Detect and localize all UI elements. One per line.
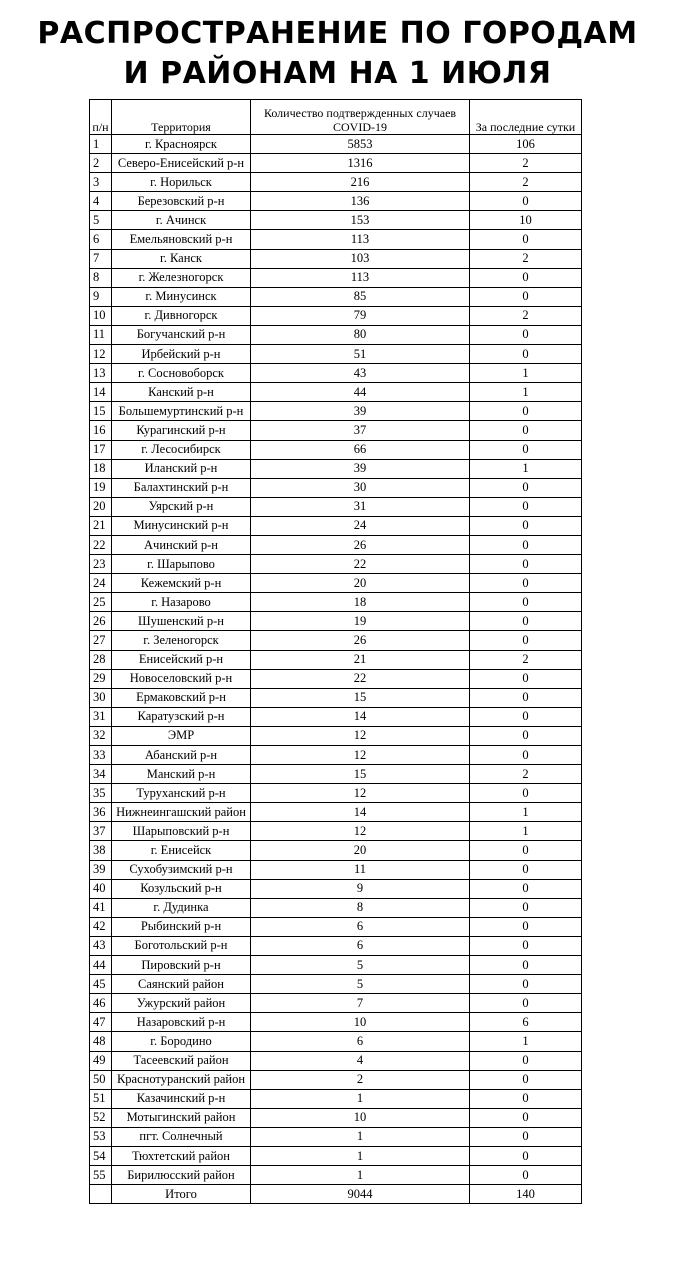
row-territory-cell: г. Назарово — [112, 593, 251, 612]
table-row — [90, 1032, 582, 1051]
row-last-day-cell: 0 — [470, 287, 582, 306]
row-cases-cell: 39 — [251, 402, 470, 421]
row-last-day-cell: 0 — [470, 669, 582, 688]
row-territory-cell: г. Минусинск — [112, 287, 251, 306]
table-row — [90, 917, 582, 936]
row-cases-cell: 21 — [251, 650, 470, 669]
row-cases-cell: 1 — [251, 1166, 470, 1185]
table-row — [90, 975, 582, 994]
row-last-day-cell: 0 — [470, 574, 582, 593]
row-last-day-cell: 0 — [470, 975, 582, 994]
row-cases-cell: 24 — [251, 516, 470, 535]
row-last-day-cell: 0 — [470, 1070, 582, 1089]
row-num-cell: 19 — [90, 478, 112, 497]
row-last-day-cell: 1 — [470, 383, 582, 402]
row-last-day-cell: 0 — [470, 1166, 582, 1185]
row-cases-cell: 4 — [251, 1051, 470, 1070]
row-cases-cell: 8 — [251, 898, 470, 917]
row-last-day-cell: 0 — [470, 612, 582, 631]
row-territory-cell: Емельяновский р-н — [112, 230, 251, 249]
table-row — [90, 746, 582, 765]
table-row — [90, 1108, 582, 1127]
row-last-day-cell: 0 — [470, 1146, 582, 1165]
table-row — [90, 1127, 582, 1146]
row-num-cell: 20 — [90, 497, 112, 516]
table-row — [90, 822, 582, 841]
table-row — [90, 803, 582, 822]
row-cases-cell: 30 — [251, 478, 470, 497]
title-line-2: И РАЙОНАМ НА 1 ИЮЛЯ — [123, 56, 552, 91]
total-cases: 9044 — [251, 1185, 470, 1204]
table-row — [90, 402, 582, 421]
row-last-day-cell: 0 — [470, 1089, 582, 1108]
row-territory-cell: ЭМР — [112, 726, 251, 745]
row-cases-cell: 14 — [251, 803, 470, 822]
row-territory-cell: Ачинский р-н — [112, 535, 251, 554]
row-num-cell: 10 — [90, 306, 112, 325]
row-num-cell: 21 — [90, 516, 112, 535]
table-row — [90, 173, 582, 192]
row-cases-cell: 22 — [251, 555, 470, 574]
table-row — [90, 421, 582, 440]
row-num-cell: 15 — [90, 402, 112, 421]
row-cases-cell: 26 — [251, 535, 470, 554]
row-territory-cell: Боготольский р-н — [112, 936, 251, 955]
row-territory-cell: Тасеевский район — [112, 1051, 251, 1070]
row-territory-cell: Манский р-н — [112, 765, 251, 784]
row-num-cell: 39 — [90, 860, 112, 879]
table-row — [90, 898, 582, 917]
row-num-cell: 38 — [90, 841, 112, 860]
table-row — [90, 497, 582, 516]
table-row — [90, 287, 582, 306]
row-cases-cell: 19 — [251, 612, 470, 631]
table-row — [90, 1166, 582, 1185]
row-num-cell: 51 — [90, 1089, 112, 1108]
table-row — [90, 306, 582, 325]
row-last-day-cell: 2 — [470, 765, 582, 784]
row-territory-cell: Уярский р-н — [112, 497, 251, 516]
row-cases-cell: 14 — [251, 707, 470, 726]
row-territory-cell: Казачинский р-н — [112, 1089, 251, 1108]
row-territory-cell: Краснотуранский район — [112, 1070, 251, 1089]
row-cases-cell: 12 — [251, 784, 470, 803]
row-cases-cell: 20 — [251, 574, 470, 593]
table-row — [90, 268, 582, 287]
table-row — [90, 956, 582, 975]
row-territory-cell: Мотыгинский район — [112, 1108, 251, 1127]
row-territory-cell: Нижнеингашский район — [112, 803, 251, 822]
row-territory-cell: Ермаковский р-н — [112, 688, 251, 707]
table-row — [90, 1051, 582, 1070]
row-cases-cell: 80 — [251, 325, 470, 344]
row-territory-cell: Козульский р-н — [112, 879, 251, 898]
row-last-day-cell: 0 — [470, 478, 582, 497]
row-last-day-cell: 0 — [470, 841, 582, 860]
row-num-cell: 42 — [90, 917, 112, 936]
table-row — [90, 364, 582, 383]
row-territory-cell: Северо-Енисейский р-н — [112, 154, 251, 173]
row-territory-cell: Канский р-н — [112, 383, 251, 402]
row-num-cell: 22 — [90, 535, 112, 554]
row-last-day-cell: 0 — [470, 1051, 582, 1070]
row-cases-cell: 5 — [251, 956, 470, 975]
row-territory-cell: Новоселовский р-н — [112, 669, 251, 688]
row-cases-cell: 6 — [251, 1032, 470, 1051]
table-row — [90, 440, 582, 459]
row-last-day-cell: 2 — [470, 154, 582, 173]
row-cases-cell: 5853 — [251, 135, 470, 154]
row-territory-cell: Балахтинский р-н — [112, 478, 251, 497]
row-last-day-cell: 0 — [470, 746, 582, 765]
row-cases-cell: 51 — [251, 345, 470, 364]
row-last-day-cell: 0 — [470, 593, 582, 612]
row-num-cell: 32 — [90, 726, 112, 745]
row-cases-cell: 113 — [251, 230, 470, 249]
table-row — [90, 535, 582, 554]
row-territory-cell: г. Железногорск — [112, 268, 251, 287]
table-row — [90, 325, 582, 344]
table-row — [90, 1070, 582, 1089]
row-last-day-cell: 10 — [470, 211, 582, 230]
row-cases-cell: 1316 — [251, 154, 470, 173]
table-row — [90, 478, 582, 497]
row-cases-cell: 10 — [251, 1013, 470, 1032]
page-title — [0, 14, 675, 94]
row-num-cell: 47 — [90, 1013, 112, 1032]
row-num-cell: 43 — [90, 936, 112, 955]
row-cases-cell: 103 — [251, 249, 470, 268]
row-num-cell: 24 — [90, 574, 112, 593]
table-row — [90, 841, 582, 860]
row-last-day-cell: 2 — [470, 306, 582, 325]
row-territory-cell: Минусинский р-н — [112, 516, 251, 535]
row-cases-cell: 1 — [251, 1146, 470, 1165]
table-row — [90, 230, 582, 249]
row-territory-cell: г. Дивногорск — [112, 306, 251, 325]
total-last-day: 140 — [470, 1185, 582, 1204]
table-row — [90, 994, 582, 1013]
row-num-cell: 9 — [90, 287, 112, 306]
row-territory-cell: г. Енисейск — [112, 841, 251, 860]
row-num-cell: 37 — [90, 822, 112, 841]
row-cases-cell: 37 — [251, 421, 470, 440]
row-num-cell: 11 — [90, 325, 112, 344]
row-territory-cell: г. Красноярск — [112, 135, 251, 154]
row-num-cell: 1 — [90, 135, 112, 154]
row-last-day-cell: 1 — [470, 822, 582, 841]
table-row — [90, 249, 582, 268]
table-row — [90, 516, 582, 535]
table-row — [90, 688, 582, 707]
table-row — [90, 1146, 582, 1165]
row-num-cell: 52 — [90, 1108, 112, 1127]
row-territory-cell: Большемуртинский р-н — [112, 402, 251, 421]
row-num-cell: 41 — [90, 898, 112, 917]
row-last-day-cell: 2 — [470, 249, 582, 268]
row-cases-cell: 39 — [251, 459, 470, 478]
row-territory-cell: Назаровский р-н — [112, 1013, 251, 1032]
row-num-cell: 13 — [90, 364, 112, 383]
row-territory-cell: Ирбейский р-н — [112, 345, 251, 364]
row-last-day-cell: 0 — [470, 440, 582, 459]
row-territory-cell: пгт. Солнечный — [112, 1127, 251, 1146]
row-territory-cell: Шушенский р-н — [112, 612, 251, 631]
row-cases-cell: 1 — [251, 1127, 470, 1146]
row-cases-cell: 15 — [251, 765, 470, 784]
row-territory-cell: Енисейский р-н — [112, 650, 251, 669]
row-num-cell: 50 — [90, 1070, 112, 1089]
row-cases-cell: 31 — [251, 497, 470, 516]
row-cases-cell: 7 — [251, 994, 470, 1013]
row-cases-cell: 6 — [251, 936, 470, 955]
row-territory-cell: Березовский р-н — [112, 192, 251, 211]
row-num-cell: 7 — [90, 249, 112, 268]
row-last-day-cell: 0 — [470, 516, 582, 535]
row-territory-cell: Абанский р-н — [112, 746, 251, 765]
row-territory-cell: Бирилюсский район — [112, 1166, 251, 1185]
row-territory-cell: Тюхтетский район — [112, 1146, 251, 1165]
table-row — [90, 707, 582, 726]
row-last-day-cell: 0 — [470, 421, 582, 440]
table-row — [90, 1089, 582, 1108]
row-territory-cell: г. Шарыпово — [112, 555, 251, 574]
table-row — [90, 879, 582, 898]
row-last-day-cell: 0 — [470, 994, 582, 1013]
row-last-day-cell: 1 — [470, 1032, 582, 1051]
row-cases-cell: 216 — [251, 173, 470, 192]
row-num-cell: 12 — [90, 345, 112, 364]
row-last-day-cell: 0 — [470, 555, 582, 574]
row-last-day-cell: 0 — [470, 325, 582, 344]
total-label: Итого — [112, 1185, 251, 1204]
header-territory: Территория — [112, 100, 251, 135]
row-cases-cell: 66 — [251, 440, 470, 459]
row-territory-cell: Иланский р-н — [112, 459, 251, 478]
table-row — [90, 192, 582, 211]
row-territory-cell: Курагинский р-н — [112, 421, 251, 440]
row-num-cell: 36 — [90, 803, 112, 822]
row-cases-cell: 20 — [251, 841, 470, 860]
row-territory-cell: г. Дудинка — [112, 898, 251, 917]
row-num-cell: 44 — [90, 956, 112, 975]
table-row — [90, 574, 582, 593]
row-num-cell: 30 — [90, 688, 112, 707]
table-row — [90, 1013, 582, 1032]
row-num-cell: 35 — [90, 784, 112, 803]
row-territory-cell: г. Канск — [112, 249, 251, 268]
table-row — [90, 345, 582, 364]
table-header-row — [90, 100, 582, 135]
row-num-cell: 18 — [90, 459, 112, 478]
row-num-cell: 53 — [90, 1127, 112, 1146]
row-num-cell: 40 — [90, 879, 112, 898]
row-last-day-cell: 0 — [470, 631, 582, 650]
row-last-day-cell: 0 — [470, 936, 582, 955]
row-last-day-cell: 0 — [470, 860, 582, 879]
row-cases-cell: 2 — [251, 1070, 470, 1089]
row-cases-cell: 43 — [251, 364, 470, 383]
row-num-cell: 6 — [90, 230, 112, 249]
row-num-cell: 16 — [90, 421, 112, 440]
row-num-cell: 4 — [90, 192, 112, 211]
row-last-day-cell: 0 — [470, 192, 582, 211]
row-cases-cell: 85 — [251, 287, 470, 306]
row-territory-cell: Саянский район — [112, 975, 251, 994]
row-territory-cell: Сухобузимский р-н — [112, 860, 251, 879]
header-num: п/н — [90, 100, 112, 135]
row-territory-cell: Кежемский р-н — [112, 574, 251, 593]
row-last-day-cell: 0 — [470, 898, 582, 917]
row-last-day-cell: 0 — [470, 688, 582, 707]
row-cases-cell: 153 — [251, 211, 470, 230]
table-body — [90, 135, 582, 1185]
row-last-day-cell: 0 — [470, 917, 582, 936]
row-num-cell: 25 — [90, 593, 112, 612]
row-last-day-cell: 0 — [470, 956, 582, 975]
row-last-day-cell: 1 — [470, 364, 582, 383]
row-num-cell: 26 — [90, 612, 112, 631]
row-num-cell: 5 — [90, 211, 112, 230]
row-num-cell: 48 — [90, 1032, 112, 1051]
row-cases-cell: 18 — [251, 593, 470, 612]
row-num-cell: 31 — [90, 707, 112, 726]
row-num-cell: 46 — [90, 994, 112, 1013]
row-cases-cell: 113 — [251, 268, 470, 287]
table-row — [90, 726, 582, 745]
row-num-cell: 14 — [90, 383, 112, 402]
row-last-day-cell: 1 — [470, 459, 582, 478]
row-last-day-cell: 0 — [470, 268, 582, 287]
total-row — [90, 1185, 582, 1204]
row-last-day-cell: 106 — [470, 135, 582, 154]
table-row — [90, 860, 582, 879]
table-row — [90, 669, 582, 688]
table-row — [90, 631, 582, 650]
header-last-day: За последние сутки — [470, 100, 582, 135]
cases-table — [89, 99, 582, 1204]
row-num-cell: 49 — [90, 1051, 112, 1070]
row-cases-cell: 12 — [251, 726, 470, 745]
row-num-cell: 28 — [90, 650, 112, 669]
row-last-day-cell: 0 — [470, 1108, 582, 1127]
row-last-day-cell: 2 — [470, 173, 582, 192]
row-num-cell: 29 — [90, 669, 112, 688]
row-territory-cell: г. Сосновоборск — [112, 364, 251, 383]
table-row — [90, 135, 582, 154]
row-cases-cell: 5 — [251, 975, 470, 994]
row-territory-cell: Ужурский район — [112, 994, 251, 1013]
row-num-cell: 8 — [90, 268, 112, 287]
row-last-day-cell: 2 — [470, 650, 582, 669]
row-last-day-cell: 0 — [470, 497, 582, 516]
table-row — [90, 154, 582, 173]
row-num-cell: 54 — [90, 1146, 112, 1165]
row-num-cell: 45 — [90, 975, 112, 994]
row-territory-cell: Туруханский р-н — [112, 784, 251, 803]
row-num-cell: 23 — [90, 555, 112, 574]
row-cases-cell: 12 — [251, 746, 470, 765]
row-cases-cell: 79 — [251, 306, 470, 325]
row-territory-cell: г. Ачинск — [112, 211, 251, 230]
row-last-day-cell: 0 — [470, 345, 582, 364]
row-cases-cell: 44 — [251, 383, 470, 402]
row-cases-cell: 22 — [251, 669, 470, 688]
row-cases-cell: 11 — [251, 860, 470, 879]
row-last-day-cell: 0 — [470, 726, 582, 745]
header-cases: Количество подтвержденных случаев COVID-19 — [251, 100, 470, 135]
row-num-cell: 34 — [90, 765, 112, 784]
row-last-day-cell: 0 — [470, 879, 582, 898]
row-cases-cell: 6 — [251, 917, 470, 936]
row-last-day-cell: 0 — [470, 784, 582, 803]
row-last-day-cell: 6 — [470, 1013, 582, 1032]
table-row — [90, 784, 582, 803]
row-territory-cell: Богучанский р-н — [112, 325, 251, 344]
row-cases-cell: 1 — [251, 1089, 470, 1108]
row-territory-cell: г. Зеленогорск — [112, 631, 251, 650]
row-territory-cell: г. Бородино — [112, 1032, 251, 1051]
row-territory-cell: г. Норильск — [112, 173, 251, 192]
row-last-day-cell: 0 — [470, 230, 582, 249]
table-row — [90, 383, 582, 402]
row-num-cell: 33 — [90, 746, 112, 765]
table-row — [90, 459, 582, 478]
table-row — [90, 612, 582, 631]
row-last-day-cell: 0 — [470, 402, 582, 421]
row-cases-cell: 10 — [251, 1108, 470, 1127]
table-row — [90, 765, 582, 784]
table-row — [90, 593, 582, 612]
row-cases-cell: 9 — [251, 879, 470, 898]
total-num-cell — [90, 1185, 112, 1204]
row-territory-cell: г. Лесосибирск — [112, 440, 251, 459]
table-row — [90, 555, 582, 574]
table-row — [90, 211, 582, 230]
title-line-1: РАСПРОСТРАНЕНИЕ ПО ГОРОДАМ — [37, 16, 638, 51]
row-territory-cell: Каратузский р-н — [112, 707, 251, 726]
row-num-cell: 17 — [90, 440, 112, 459]
row-num-cell: 55 — [90, 1166, 112, 1185]
row-cases-cell: 136 — [251, 192, 470, 211]
row-last-day-cell: 0 — [470, 1127, 582, 1146]
row-last-day-cell: 1 — [470, 803, 582, 822]
row-last-day-cell: 0 — [470, 535, 582, 554]
row-last-day-cell: 0 — [470, 707, 582, 726]
row-num-cell: 3 — [90, 173, 112, 192]
row-num-cell: 27 — [90, 631, 112, 650]
row-territory-cell: Пировский р-н — [112, 956, 251, 975]
row-cases-cell: 12 — [251, 822, 470, 841]
row-num-cell: 2 — [90, 154, 112, 173]
table-row — [90, 936, 582, 955]
row-cases-cell: 26 — [251, 631, 470, 650]
row-territory-cell: Рыбинский р-н — [112, 917, 251, 936]
row-territory-cell: Шарыповский р-н — [112, 822, 251, 841]
table-row — [90, 650, 582, 669]
row-cases-cell: 15 — [251, 688, 470, 707]
